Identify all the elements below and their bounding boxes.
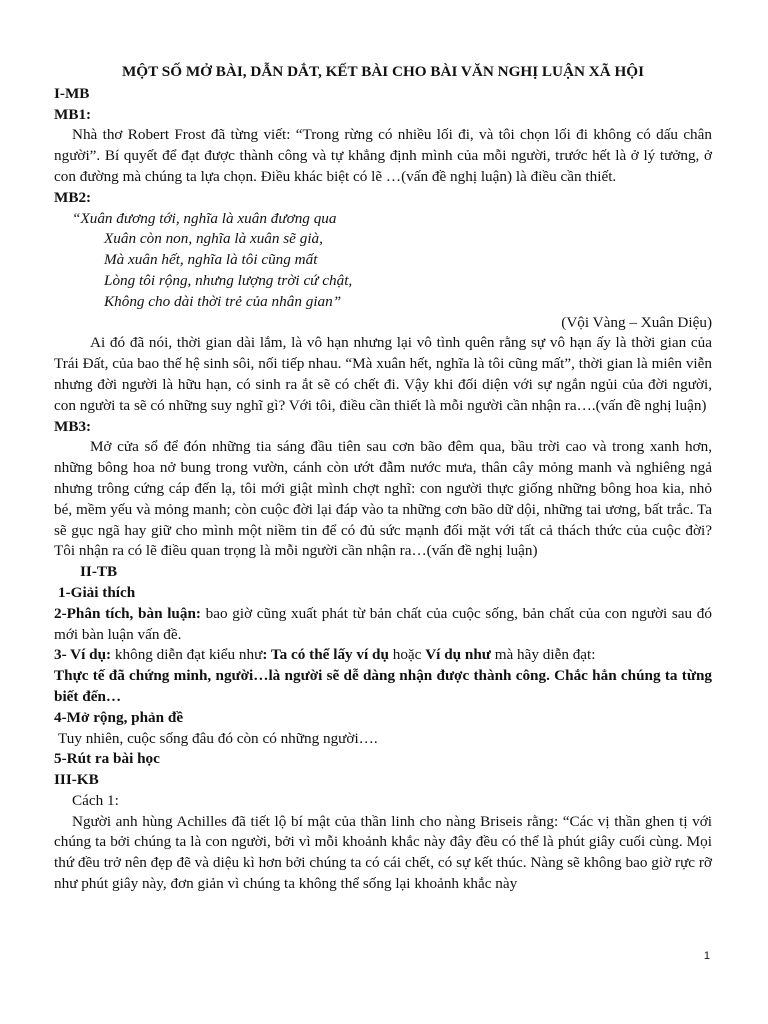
poem-quote — [54, 209, 712, 313]
mb3-heading: MB3: — [54, 417, 92, 435]
tb-item-3-text-3: mà hãy diễn đạt: — [490, 646, 596, 664]
tb-item-2-text: bao giờ cũng xuất phát từ bản chất của cuộc sống, bản chất của con người sau đó mới bàn luận vấn đề. — [54, 604, 712, 643]
poem-line: Không cho dài thời trẻ của nhân gian” — [104, 292, 342, 310]
tb-item-3-label: 3- Ví dụ: — [54, 646, 112, 664]
page-number: 1 — [703, 950, 710, 962]
kb-cach-1: Cách 1: — [72, 791, 119, 809]
tb-item-4: 4-Mở rộng, phản đề — [54, 708, 184, 726]
tb-item-1: 1-Giải thích — [58, 583, 136, 601]
poem-source: (Vội Vàng – Xuân Diệu) — [561, 313, 712, 331]
document-title: MỘT SỐ MỞ BÀI, DẪN DẮT, KẾT BÀI CHO BÀI VĂN NGHỊ LUẬN XÃ HỘI — [121, 63, 645, 80]
mb2-paragraph: Ai đó đã nói, thời gian dài lắm, là vô hạn nhưng lại vô tình quên rằng sự vô hạn ấy là thời gian của Trái Đất, của bao thế hệ sinh sôi, nối tiếp nhau. “Mà xuân hết, nghĩa là tôi cũng mất”, thời gian là miên viễn nhưng đời người là hữu hạn, có sinh ra ắt sẽ có chết đi. Vậy khi đối diện với sự ngắn ngủi của đời người, con người ta sẽ có những suy nghĩ gì? Với tôi, điều cần thiết là mỗi người cần nhận ra….(vấn đề nghị luận) — [54, 334, 712, 414]
poem-line: “Xuân đương tới, nghĩa là xuân đương qua — [72, 209, 337, 227]
tb-item-3-text-2: hoặc — [388, 646, 426, 664]
tb-item-4-text: Tuy nhiên, cuộc sống đâu đó còn có những người…. — [58, 729, 378, 747]
tb-item-3 — [54, 645, 712, 666]
mb3-paragraph: Mở cửa sổ để đón những tia sáng đầu tiên sau cơn bão đêm qua, bầu trời cao và trong xanh hơn, những bông hoa nở bung trong vườn, cánh còn ướt đẫm nước mưa, thân cây mỏng manh và nghiêng ngả nhưng trông cứng cáp đến lạ, tôi mới giật mình chợt nghĩ: con người thực giống những bông hoa kia, nhỏ bé, mềm yếu và mỏng manh; còn cuộc đời lại đáp vào ta những cơn bão dữ dội, những tai ương, bất trắc. Ta sẽ gục ngã hay giữ cho mình một niềm tin để có đủ sức mạnh đối mặt với tất cả thách thức của cuộc đời? Tôi nhận ra có lẽ điều quan trọng là mỗi người cần nhận ra…(vấn đề nghị luận) — [54, 438, 712, 560]
tb-item-2 — [54, 604, 712, 646]
section-heading-kb: III-KB — [54, 771, 99, 789]
mb1-paragraph: Nhà thơ Robert Frost đã từng viết: “Trong rừng có nhiều lối đi, và tôi chọn lối đi không có dấu chân người”. Bí quyết để đạt được thành công và tự khẳng định mình của mỗi người, trước hết là ở lý tưởng, ở con đường mà chúng ta lựa chọn. Điều khác biệt có lẽ …(vấn đề nghị luận) là điều cần thiết. — [54, 126, 712, 185]
tb-item-3-bold-1: : Ta có thể lấy ví dụ — [262, 646, 389, 664]
poem-line: Lòng tôi rộng, nhưng lượng trời cứ chật, — [104, 271, 353, 289]
tb-item-3-example: Thực tế đã chứng minh, người…là người sẽ dễ dàng nhận được thành công. Chắc hẳn chúng ta từng biết đến… — [54, 667, 712, 705]
tb-item-2-label: 2-Phân tích, bàn luận: — [54, 604, 201, 622]
section-heading-mb: I-MB — [54, 84, 90, 102]
mb2-heading: MB2: — [54, 188, 92, 206]
kb-paragraph: Người anh hùng Achilles đã tiết lộ bí mật của thần linh cho nàng Briseis rằng: “Các vị thần ghen tị với chúng ta bởi chúng ta là con người, bởi vì mỗi khoảnh khắc này đây đều có thể là phút giây cuối cùng. Mọi thứ đều trở nên đẹp đẽ và diệu kì hơn bởi chúng ta có cái chết, có sự kết thúc. Nàng sẽ không bao giờ rực rỡ như phút giây này, đơn giản vì chúng ta không thể sống lại khoảnh khắc này — [54, 812, 712, 893]
mb1-heading: MB1: — [54, 105, 92, 123]
tb-item-3-text-1: không diễn đạt kiểu như — [111, 646, 263, 664]
document-body — [54, 62, 712, 895]
poem-line: Xuân còn non, nghĩa là xuân sẽ già, — [104, 230, 323, 248]
tb-item-3-bold-2: Ví dụ như — [425, 646, 491, 664]
section-heading-tb: II-TB — [80, 563, 118, 581]
poem-line: Mà xuân hết, nghĩa là tôi cũng mất — [104, 251, 318, 269]
tb-item-5: 5-Rút ra bài học — [54, 750, 160, 768]
